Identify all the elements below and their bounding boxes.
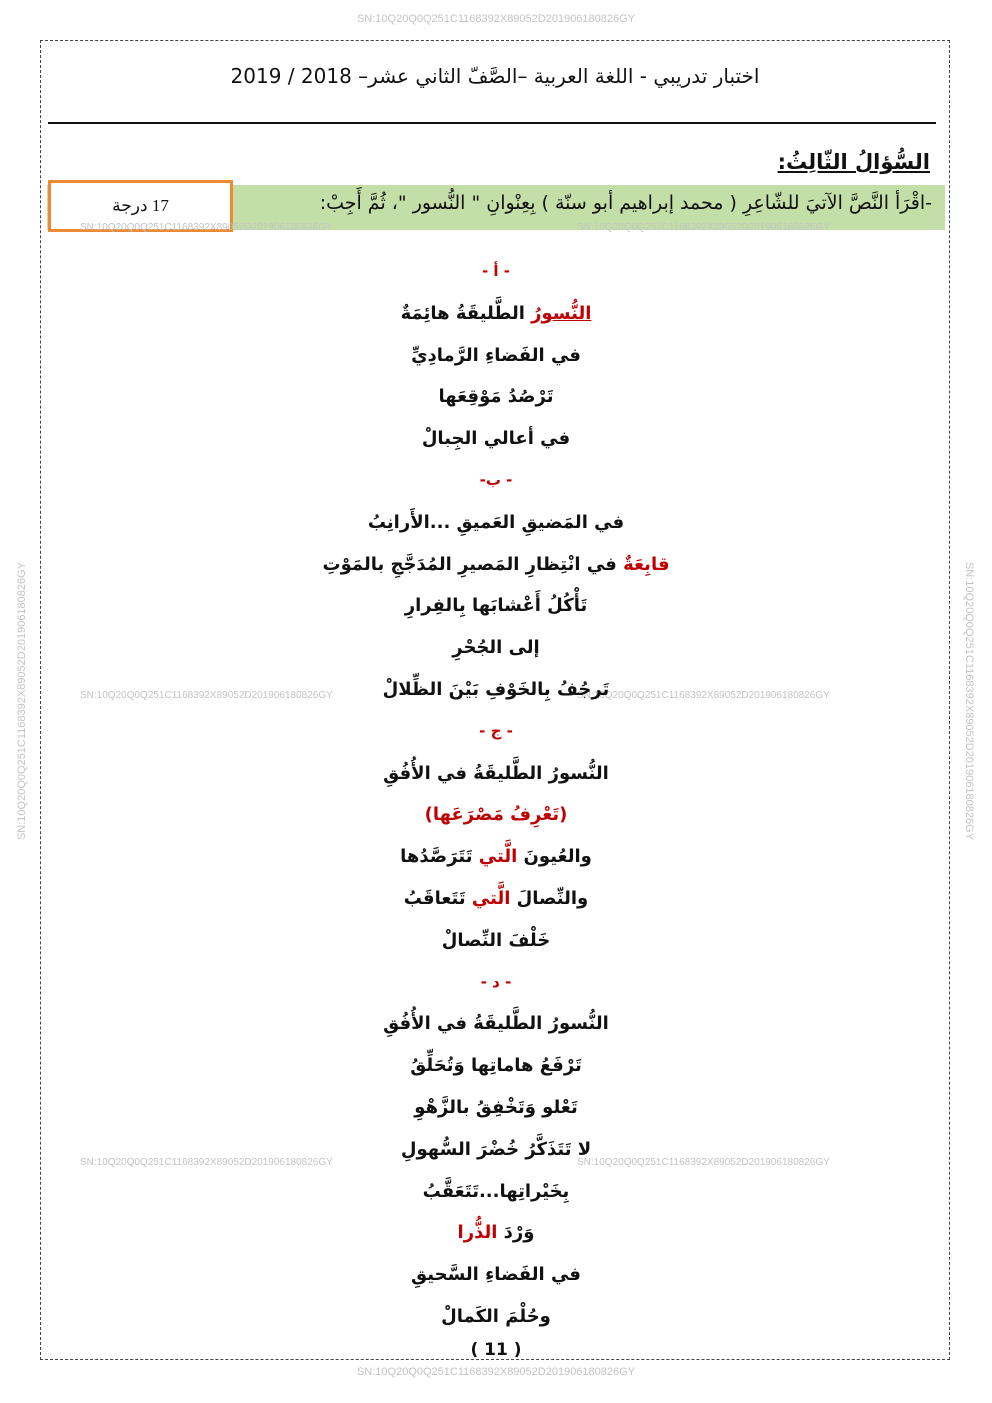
- poem-line: [0, 293, 992, 335]
- poem-text: الطَّليقَةُ هائِمَةٌ: [400, 302, 532, 324]
- section-marker-c: - ج -: [479, 721, 513, 740]
- watermark-inner: SN:10Q20Q0Q251C1168392X89052D201906180826GY: [577, 690, 830, 701]
- watermark-inner: SN:10Q20Q0Q251C1168392X89052D201906180826GY: [80, 690, 333, 701]
- poem: [0, 251, 992, 1338]
- poem-line: بِخَيْراتِها...تَتَعَقَّبُ: [422, 1180, 570, 1202]
- poem-red-word: النُّسورُ: [531, 302, 592, 324]
- poem-line: وحُلْمَ الكَمالْ: [441, 1305, 551, 1327]
- poem-line: لا تَتَذَكَّرُ خُضْرَ السُّهولِ: [400, 1138, 592, 1160]
- watermark-inner: SN:10Q20Q0Q251C1168392X89052D201906180826GY: [80, 1157, 333, 1168]
- poem-text: والنِّصالَ: [510, 887, 589, 909]
- poem-line: تَرْصُدُ مَوْقِعَها: [438, 386, 554, 408]
- watermark-inner: SN:10Q20Q0Q251C1168392X89052D201906180826GY: [577, 222, 830, 233]
- poem-line: خَلْفَ النِّصالْ: [441, 929, 551, 951]
- poem-text: تَتَعاقَبُ: [403, 887, 472, 909]
- poem-red-word: الَّتي: [471, 887, 511, 909]
- watermark-left: SN:10Q20Q0Q251C1168392X89052D201906180826GY: [16, 561, 28, 841]
- watermark-inner: SN:10Q20Q0Q251C1168392X89052D201906180826GY: [577, 1157, 830, 1168]
- watermark-bottom: SN:10Q20Q0Q251C1168392X89052D201906180826GY: [356, 1366, 636, 1378]
- poem-text: تَتَرَصَّدُها: [400, 846, 479, 868]
- watermark-right: SN:10Q20Q0Q251C1168392X89052D201906180826GY: [963, 561, 975, 841]
- section-marker-b: - ب-: [479, 470, 513, 489]
- poem-red-word: الذُّرا: [457, 1222, 498, 1244]
- watermark-inner: SN:10Q20Q0Q251C1168392X89052D201906180826GY: [80, 222, 333, 233]
- poem-line: النُّسورُ الطَّليقَةُ في الأُفُقِ: [383, 762, 609, 784]
- poem-text: وَرْدَ: [497, 1222, 535, 1244]
- poem-line: [0, 1212, 992, 1254]
- poem-line: في الفَضاءِ الرَّمادِيِّ: [411, 344, 581, 366]
- section-marker-a: - أ -: [481, 262, 511, 280]
- poem-line: في أعالي الجِبالْ: [421, 428, 571, 450]
- poem-red-word: قابِعَةٌ: [623, 553, 670, 575]
- poem-line: إلى الجُحْرِ: [452, 637, 540, 659]
- poem-line: تَعْلو وَتَخْفِقُ بالزَّهْوِ: [414, 1096, 578, 1118]
- poem-line: في الفَضاءِ السَّحيقِ: [411, 1264, 581, 1286]
- poem-text: والعُيونَ: [517, 846, 592, 868]
- section-marker-d: - د -: [480, 972, 512, 991]
- page-number: ( 11 ): [470, 1340, 522, 1360]
- poem-line: [0, 836, 992, 878]
- poem-line: [0, 878, 992, 920]
- exam-header: اختبار تدريبي - اللغة العربية –الصَّفّ الثاني عشر– 2018 / 2019: [230, 64, 760, 88]
- poem-line: [0, 544, 992, 586]
- header-divider: [48, 122, 936, 124]
- question-instruction: -اقْرَأ النَّصَّ الآتيَ للشّاعِرِ ( محمد إبراهيم أبو سنّة ) بِعِنْوانِ " النُّسور "، ثُمَّ أَجِبْ:: [319, 192, 932, 214]
- grade-label: 17 درجة: [112, 196, 169, 215]
- question-title: السُّؤالُ الثّالِثُ:: [777, 150, 930, 174]
- poem-text: في انْتِظارِ المَصيرِ المُدَجَّجِ بالمَوْتِ: [322, 553, 624, 575]
- poem-line: (تَعْرِفُ مَصْرَعَها): [424, 804, 568, 826]
- poem-line: في المَضيقِ العَميقِ ...الأَرانِبُ: [367, 511, 625, 533]
- poem-line: تَأْكُلُ أَعْشابَها بِالفِرارِ: [404, 595, 588, 617]
- poem-line: النُّسورُ الطَّليقَةُ في الأُفُقِ: [383, 1013, 609, 1035]
- watermark-top: SN:10Q20Q0Q251C1168392X89052D201906180826GY: [356, 13, 636, 25]
- poem-red-word: الَّتي: [478, 846, 518, 868]
- poem-line: تَرجُفُ بِالخَوْفِ بَيْنَ الظِّلالْ: [382, 678, 610, 700]
- poem-line: تَرْفَعُ هاماتِها وَتُحَلِّقُ: [410, 1055, 582, 1077]
